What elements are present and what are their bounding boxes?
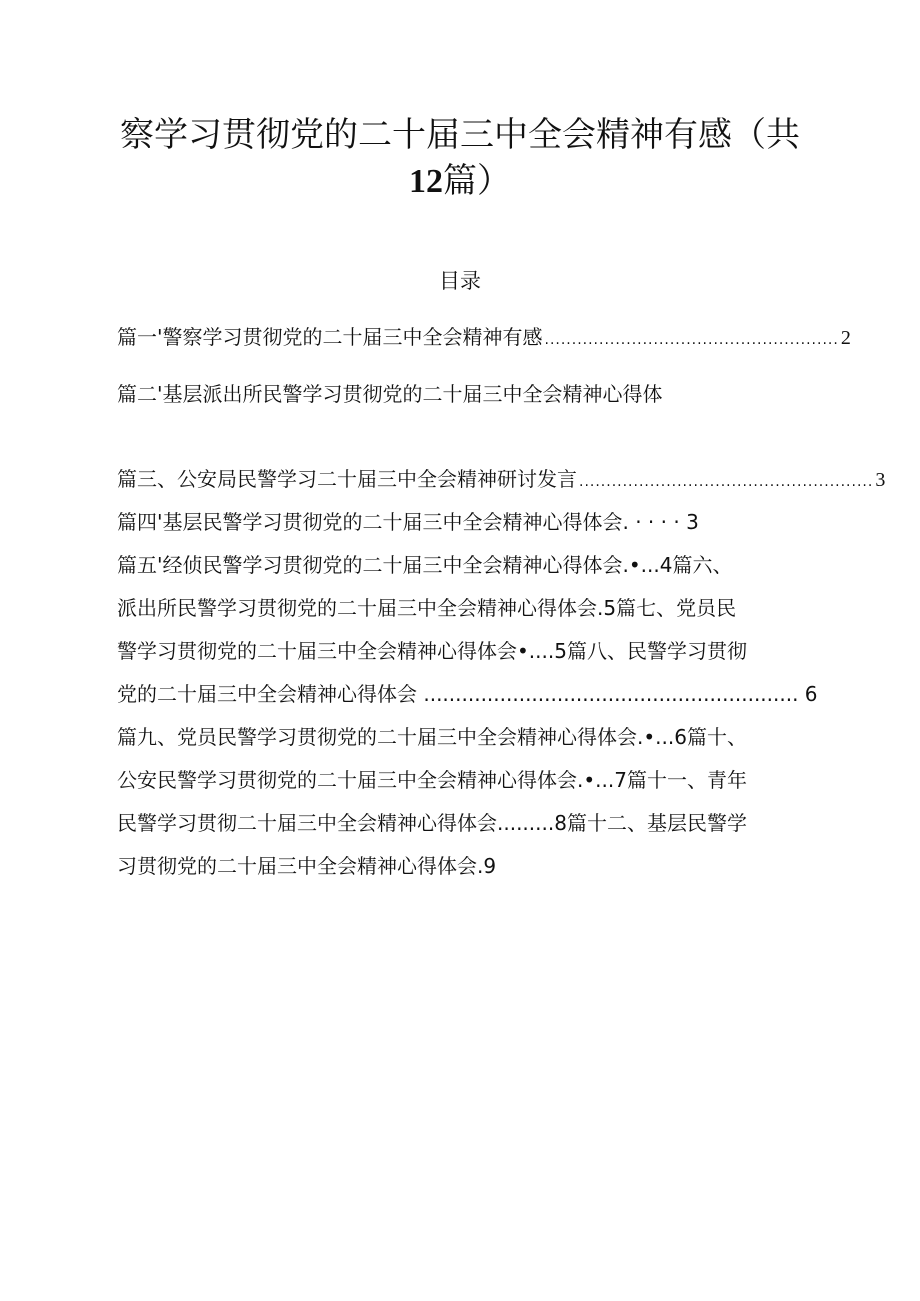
toc-paragraph-line: 篇九、党员民警学习贯彻党的二十届三中全会精神心得体会.•...6篇十、 <box>117 725 747 749</box>
toc-entry-text: 篇二'基层派出所民警学习贯彻党的二十届三中全会精神心得体 <box>117 382 663 406</box>
document-title-suffix: 篇） <box>443 161 511 201</box>
toc-entry[interactable] <box>117 323 851 354</box>
toc-entry[interactable] <box>117 380 830 408</box>
toc-entry-leader: ...................................................... <box>544 332 839 348</box>
toc-entry-leader: ...................................................... <box>579 474 874 490</box>
toc-entry[interactable] <box>117 465 886 496</box>
toc-entry-text: 篇一'警察学习贯彻党的二十届三中全会精神有感 <box>117 325 543 349</box>
toc-entry-page: 2 <box>840 327 851 349</box>
toc-heading: 目录 <box>439 269 481 293</box>
toc-entry-text: 篇四'基层民警学习贯彻党的二十届三中全会精神心得体会. · · · · 3 <box>117 510 699 534</box>
toc-paragraph-line: 民警学习贯彻二十届三中全会精神心得体会.........8篇十二、基层民警学 <box>117 811 747 835</box>
toc-paragraph-line: 警学习贯彻党的二十届三中全会精神心得体会•....5篇八、民警学习贯彻 <box>117 639 747 663</box>
toc-paragraph-line: 公安民警学习贯彻党的二十届三中全会精神心得体会.•...7篇十一、青年 <box>117 768 747 792</box>
toc-paragraph-line: 党的二十届三中全会精神心得体会 ........................................................... 6 <box>117 682 818 706</box>
document-title-line-2 <box>110 158 810 205</box>
toc-entry[interactable] <box>117 508 830 536</box>
toc-paragraph-line: 习贯彻党的二十届三中全会精神心得体会.9 <box>117 854 497 878</box>
toc-entry-text: 篇三、公安局民警学习二十届三中全会精神研讨发言 <box>117 467 577 491</box>
toc-paragraph-line: 派出所民警学习贯彻党的二十届三中全会精神心得体会.5篇七、党员民 <box>117 596 737 620</box>
document-title-count: 12 <box>409 163 443 200</box>
document-title-line-1: 察学习贯彻党的二十届三中全会精神有感（共 <box>120 115 800 155</box>
toc-entry-page: 3 <box>875 469 886 491</box>
toc-paragraph-line: 篇五'经侦民警学习贯彻党的二十届三中全会精神心得体会.•...4篇六、 <box>117 553 733 577</box>
